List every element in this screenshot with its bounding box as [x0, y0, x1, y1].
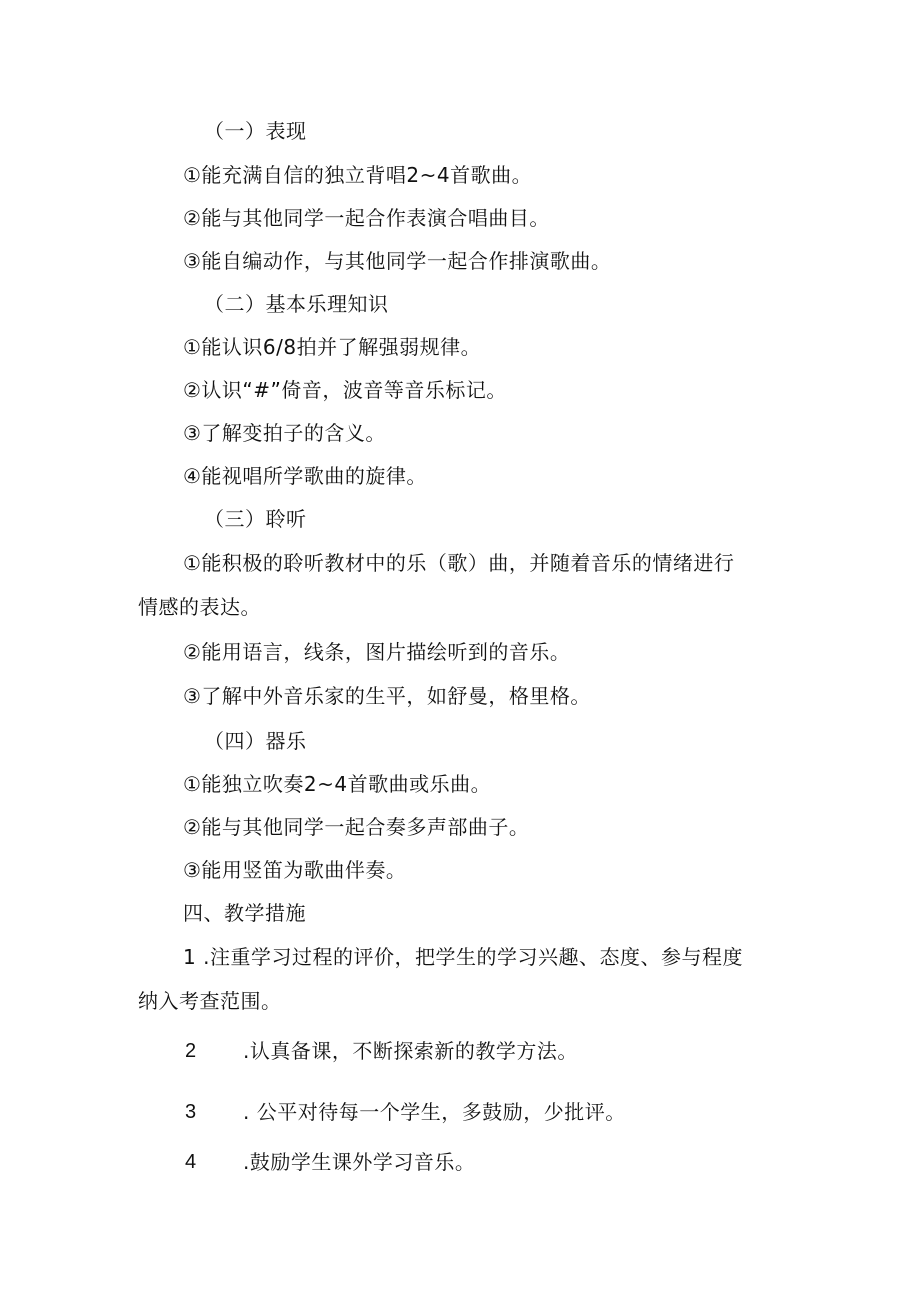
- theory-item-2: ②认识“#”倚音，波音等音乐标记。: [183, 378, 507, 402]
- theory-item-3: ③了解变拍子的含义。: [183, 421, 386, 445]
- instrument-heading: （四）器乐: [204, 729, 307, 753]
- measure-item-2-number: 2: [185, 1040, 197, 1062]
- measure-item-1-line-2: 纳入考查范围。: [138, 989, 282, 1013]
- theory-item-4: ④能视唱所学歌曲的旋律。: [183, 464, 427, 488]
- performance-heading: （一）表现: [204, 119, 307, 143]
- theory-item-1: ①能认识6/8拍并了解强弱规律。: [183, 335, 482, 359]
- listening-item-2: ②能用语言，线条，图片描绘听到的音乐。: [183, 640, 571, 664]
- measure-item-1-line-1: 1 .注重学习过程的评价，把学生的学习兴趣、态度、参与程度: [183, 945, 743, 969]
- measure-item-4-number: 4: [185, 1151, 197, 1173]
- performance-item-1: ①能充满自信的独立背唱2~4首歌曲。: [183, 163, 533, 187]
- listening-heading: （三）聆听: [204, 507, 307, 531]
- measure-item-3-text: . 公平对待每一个学生，多鼓励，少批评。: [243, 1100, 626, 1124]
- measure-item-3-number: 3: [185, 1101, 197, 1123]
- instrument-item-3: ③能用竖笛为歌曲伴奏。: [183, 858, 407, 882]
- measure-item-4-text: .鼓励学生课外学习音乐。: [243, 1150, 476, 1174]
- instrument-item-1: ①能独立吹奏2~4首歌曲或乐曲。: [183, 772, 492, 796]
- theory-heading: （二）基本乐理知识: [204, 292, 389, 316]
- listening-item-1-line-1: ①能积极的聆听教材中的乐（歌）曲，并随着音乐的情绪进行: [183, 551, 735, 575]
- performance-item-3: ③能自编动作，与其他同学一起合作排演歌曲。: [183, 249, 612, 273]
- listening-item-1-line-2: 情感的表达。: [138, 595, 261, 619]
- instrument-item-2: ②能与其他同学一起合奏多声部曲子。: [183, 815, 530, 839]
- listening-item-3: ③了解中外音乐家的生平，如舒曼，格里格。: [183, 684, 591, 708]
- measures-heading: 四、教学措施: [183, 901, 306, 925]
- performance-item-2: ②能与其他同学一起合作表演合唱曲目。: [183, 206, 550, 230]
- measure-item-2-text: .认真备课，不断探索新的教学方法。: [243, 1039, 578, 1063]
